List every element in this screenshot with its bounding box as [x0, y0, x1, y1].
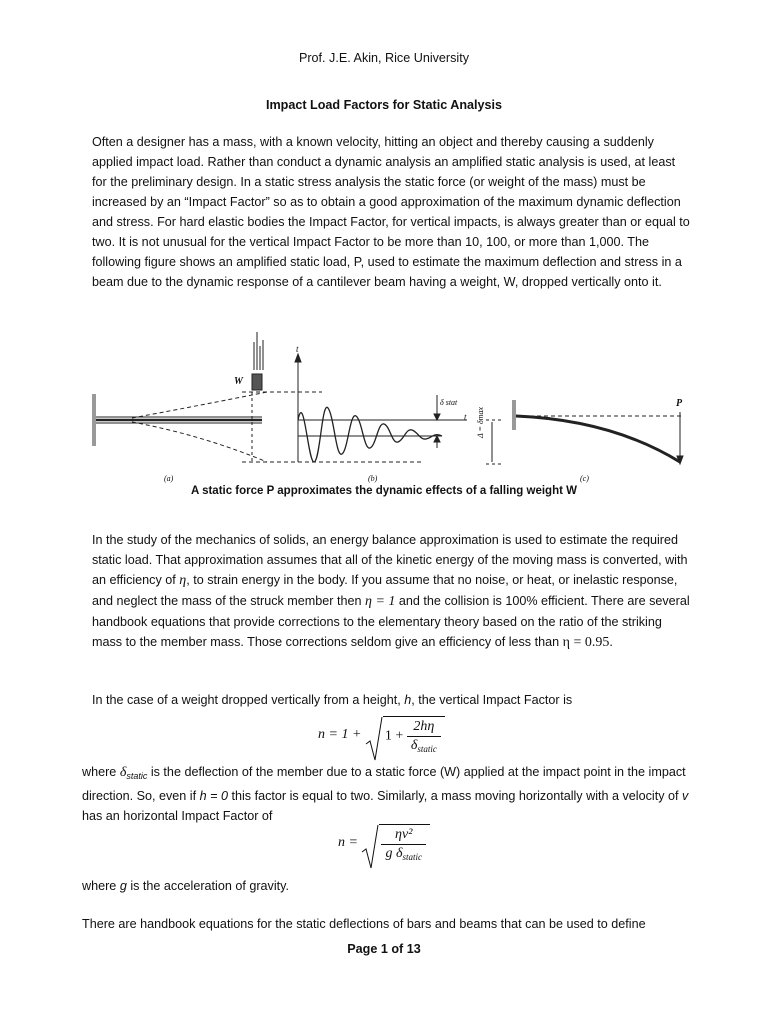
horizontal-impact-equation: n = $\frac{\text{ηv²}}{g \delta_{static}}$: [338, 824, 430, 862]
energy-paragraph: In the study of the mechanics of solids, an energy balance approximation is used to estimate the required static load. That approximation assumes that all of the kinetic energy of the moving mass is converted, with an efficiency of η, to strain energy in the body. If you assume that no noise, or heat, or inelastic response, and neglect the mass of the struck member then η = 1 and the collision is 100% efficient. There are several handbook equations that provide corrections to the elementary theory based on the ratio of the striking mass to the member mass. Those corrections seldom give an efficiency of less than η = 0.95.: [92, 533, 690, 650]
label-panel-b: (b): [368, 474, 378, 483]
panel-a: [92, 332, 422, 462]
eta-symbol: η: [179, 573, 187, 588]
handbook-paragraph: There are handbook equations for the static deflections of bars and beams that can be used to define: [82, 917, 646, 931]
page-number: Page 1 of 13: [347, 942, 421, 956]
label-delta-stat: δ stat: [440, 398, 458, 407]
label-delta-max: Δ = δmax: [476, 407, 485, 438]
page-header: Prof. J.E. Akin, Rice University: [298, 51, 470, 65]
figure: [92, 320, 692, 485]
vertical-intro: In the case of a weight dropped vertically from a height, h, the vertical Impact Factor is: [92, 693, 573, 707]
label-w: W: [234, 376, 243, 387]
label-p: P: [676, 398, 683, 409]
label-t-line: t: [464, 412, 467, 422]
figure-drawing: [92, 320, 692, 485]
eta-equals-one: η = 1: [365, 594, 396, 609]
document-title: Impact Load Factors for Static Analysis: [265, 98, 503, 112]
intro-paragraph: Often a designer has a mass, with a known velocity, hitting an object and thereby causing a suddenly applied impact load. Rather than conduct a dynamic analysis an amplified static analysis is used, at least for the preliminary design. In a static stress analysis the static force (or weight of the mass) must be increased by an “Impact Factor” so as to obtain a good approximation of the maximum dynamic deflection and stress. For hard elastic bodies the Impact Factor, for vertical impacts, is always greater than or equal to two. It is not unusual for the vertical Impact Factor to be more than 10, 100, or more than 1,000. The following figure shows an amplified static load, P, used to estimate the maximum deflection and stress in a beam due to the dynamic response of a cantilever beam having a weight, W, dropped vertically onto it.: [92, 135, 690, 289]
figure-caption: A static force P approximates the dynamic effects of a falling weight W: [191, 485, 577, 497]
delta-static-paragraph: where $\delta_{static}$ is the deflection of the member due to a static force (W) applied at the impact point in the impact direction. So, even if h = 0 this factor is equal to two. Similarly, a mass moving horizontally with a velocity of v has an horizontal Impact Factor of: [82, 765, 689, 823]
label-t-axis: t: [296, 344, 299, 354]
vertical-impact-equation: n = 1 + 1 + $\frac{2h\eta}{\delta_{static}}$: [318, 716, 445, 754]
panel-c: [512, 400, 683, 464]
panel-b: [295, 354, 502, 464]
falling-weight: [252, 374, 262, 390]
label-panel-a: (a): [164, 474, 174, 483]
gravity-paragraph: where g is the acceleration of gravity.: [82, 879, 289, 893]
label-panel-c: (c): [580, 474, 589, 483]
eta-equals-095: η = 0.95: [562, 635, 610, 650]
